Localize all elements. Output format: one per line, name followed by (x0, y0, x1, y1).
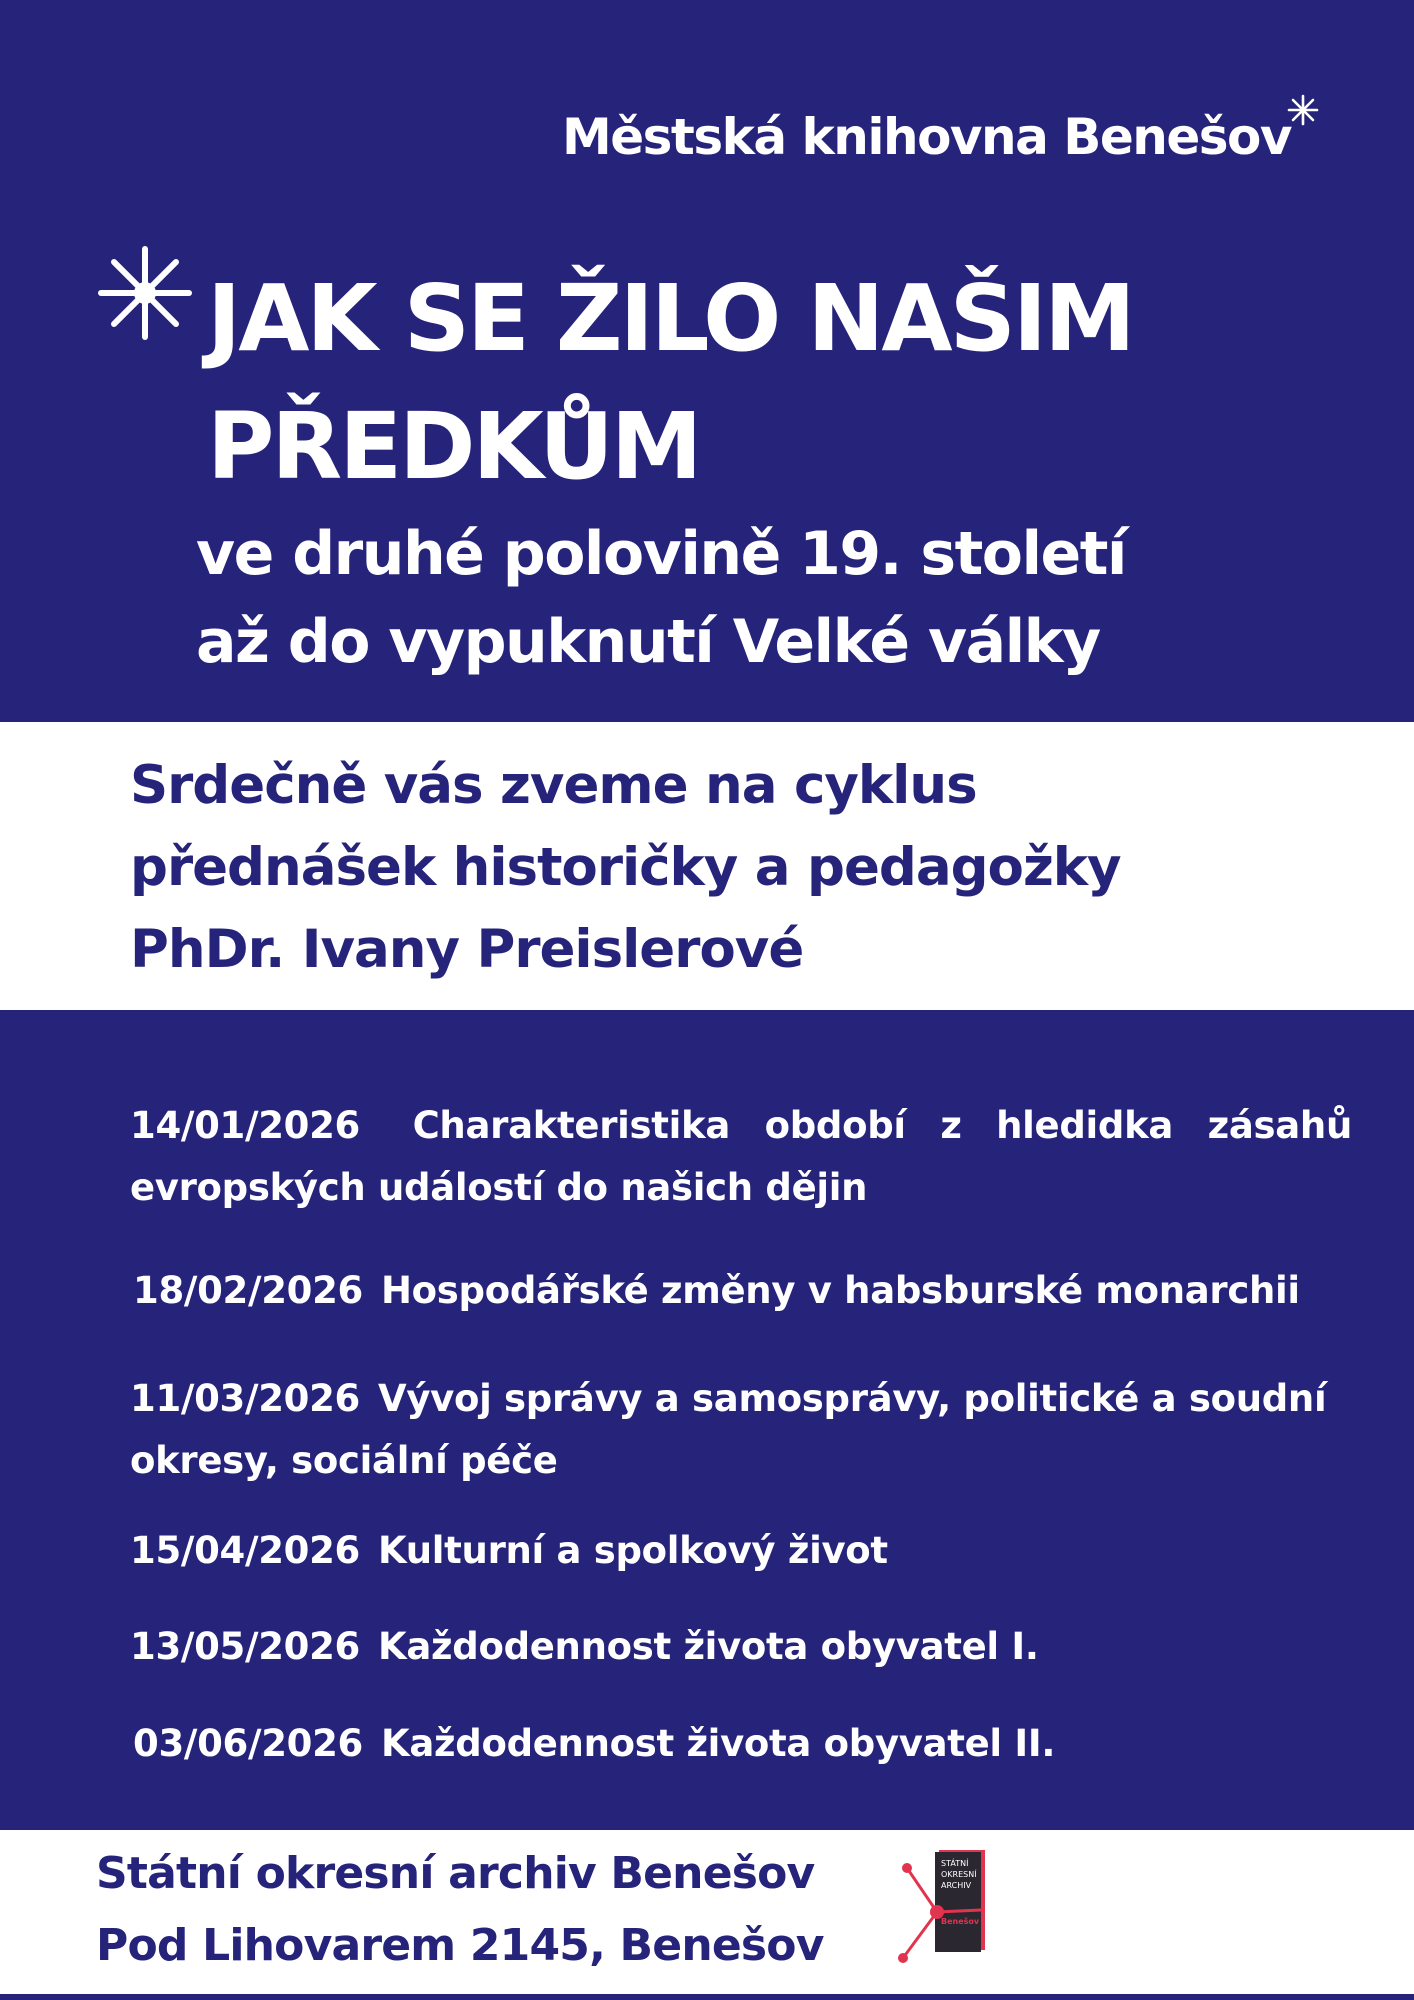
subtitle-line-2: až do vypuknutí Velké války (196, 607, 1100, 677)
lecture-date: 15/04/2026 (130, 1529, 360, 1572)
lecture-date: 18/02/2026 (133, 1269, 363, 1312)
invitation-line-3: PhDr. Ivany Preislerové (130, 919, 804, 980)
lecture-topic: Hospodářské změny v habsburské monarchii (381, 1269, 1300, 1312)
library-name: Městská knihovna Benešov (562, 108, 1291, 166)
invitation-line-1: Srdečně vás zveme na cyklus (130, 755, 977, 816)
lecture-topic: Charakteristika období z hledidka zásahů evropských událostí do našich dějin (130, 1104, 1352, 1209)
invitation-line-2: přednášek historičky a pedagožky (130, 837, 1121, 898)
lecture-item (130, 1095, 1352, 1219)
lecture-item (130, 1520, 888, 1582)
header-banner (0, 0, 1414, 722)
lecture-topic: Kulturní a spolkový život (378, 1529, 888, 1572)
invitation-text (130, 745, 1121, 991)
lecture-date: 11/03/2026 (130, 1377, 360, 1420)
archive-logo (897, 1848, 1017, 1966)
lecture-schedule (0, 1010, 1414, 1830)
logo-text-name: Benešov (941, 1917, 980, 1926)
lecture-item (130, 1368, 1370, 1492)
lecture-date: 14/01/2026 (130, 1104, 360, 1147)
event-subtitle (196, 510, 1126, 686)
lecture-topic: Vývoj správy a samosprávy, politické a soudní okresy, sociální péče (130, 1377, 1327, 1482)
lecture-topic: Každodennost života obyvatel I. (378, 1625, 1039, 1668)
title-line-1: JAK SE ŽILO NAŠIM (207, 265, 1133, 372)
archive-street: Pod Lihovarem 2145, Benešov (96, 1920, 824, 1971)
archive-name: Státní okresní archiv Benešov (96, 1848, 815, 1899)
logo-text-3: ARCHIV (941, 1881, 972, 1890)
archive-address (96, 1838, 824, 1982)
lecture-item (133, 1713, 1055, 1775)
lecture-date: 13/05/2026 (130, 1625, 360, 1668)
subtitle-line-1: ve druhé polovině 19. století (196, 519, 1126, 589)
lecture-item (130, 1616, 1039, 1678)
bottom-divider (0, 1994, 1414, 2000)
sparkle-star-icon (1287, 94, 1319, 126)
lecture-date: 03/06/2026 (133, 1722, 363, 1765)
title-line-2: PŘEDKŮM (207, 393, 700, 500)
event-title (207, 255, 1133, 511)
lecture-topic: Každodennost života obyvatel II. (381, 1722, 1056, 1765)
logo-text-2: OKRESNÍ (941, 1870, 977, 1879)
lecture-item (133, 1260, 1300, 1322)
logo-text-1: STÁTNÍ (941, 1859, 969, 1868)
sparkle-star-icon (97, 245, 193, 341)
